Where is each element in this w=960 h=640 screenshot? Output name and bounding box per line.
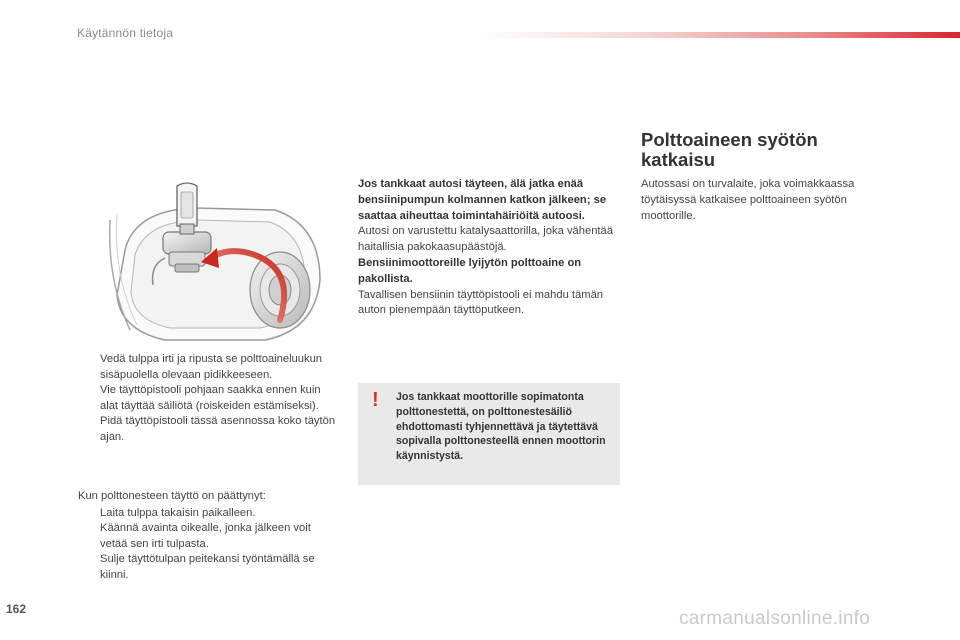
- instruction-item: [78, 521, 340, 552]
- instruction-text: Sulje täyttötulpan peitekansi työntämällä se kiinni.: [100, 553, 315, 581]
- instruction-text: Vie täyttöpistooli pohjaan saakka ennen kuin alat täyttää säiliötä (roiskeiden estämiseksi).: [100, 384, 321, 412]
- catalyst-note: Autosi on varustettu katalysaattorilla, joka vähentää haitallisia pakokaasupäästöjä.: [358, 225, 613, 254]
- fuel-cap-drawing: [105, 180, 330, 345]
- nozzle-note: Tavallisen bensiinin täyttöpistooli ei mahdu tämän auton pienempään täyttöputkeen.: [358, 288, 604, 317]
- unleaded-note: Bensiinimoottoreille lyijytön polttoaine on pakollista.: [358, 256, 582, 285]
- instruction-text: Käännä avainta oikealle, jonka jälkeen voit vetää sen irti tulpasta.: [100, 522, 311, 550]
- instructions-after-refuel: [78, 489, 340, 584]
- wrong-fuel-warning-box: [358, 383, 620, 485]
- instruction-text: Pidä täyttöpistooli tässä asennossa koko täytön ajan.: [100, 415, 336, 443]
- exclamation-icon: !: [372, 389, 379, 411]
- instruction-item: [78, 552, 340, 583]
- full-tank-warning: Jos tankkaat autosi täyteen, älä jatka enää bensiinipumpun kolmannen katkon jälkeen; se saattaa aiheuttaa toimintahäiriöitä autoosi.: [358, 178, 607, 222]
- instruction-text: Laita tulppa takaisin paikalleen.: [100, 506, 256, 519]
- watermark: carmanualsonline.info: [679, 608, 871, 629]
- fuel-cap-illustration: [105, 180, 330, 345]
- instruction-item: [78, 352, 340, 383]
- instruction-item: [78, 414, 340, 445]
- section-title: Polttoaineen syötön katkaisu: [641, 129, 818, 170]
- instructions-intro: Kun polttonesteen täyttö on päättynyt:: [78, 490, 266, 502]
- header-accent-bar: [478, 32, 960, 38]
- page-number: 162: [6, 602, 27, 616]
- instruction-item: [78, 506, 340, 522]
- instructions-open-cap: [78, 352, 340, 446]
- instruction-text: Vedä tulppa irti ja ripusta se polttoaineluukun sisäpuolella olevaan pidikkeeseen.: [100, 353, 323, 381]
- fuel-notes: [358, 177, 623, 319]
- wrong-fuel-warning-text: Jos tankkaat moottorille sopimatonta polttonestettä, on polttonestesäiliö ehdottomasti tyhjennettävä ja täytettävä sopivalla polttonesteellä ennen moottorin käynnistystä.: [396, 391, 606, 463]
- page-header-title: Käytännön tietoja: [77, 26, 174, 40]
- instruction-item: [78, 383, 340, 414]
- section-body: Autossasi on turvalaite, joka voimakkaassa töytäisyssä katkaisee polttoaineen syötön moottorille.: [641, 178, 855, 222]
